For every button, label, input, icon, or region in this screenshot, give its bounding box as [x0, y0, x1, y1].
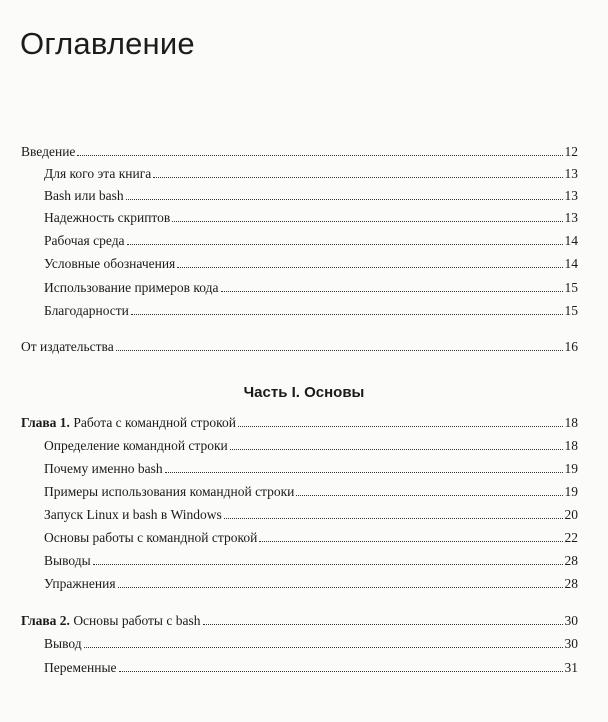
dot-leader	[131, 314, 563, 315]
toc-page-number: 22	[564, 530, 578, 545]
dot-leader	[259, 541, 562, 542]
toc-entry-exercises[interactable]	[44, 572, 578, 592]
toc-entry-cli-definition[interactable]	[44, 434, 578, 454]
toc-entry-label: Выводы	[44, 553, 91, 568]
toc-page-number: 20	[564, 507, 578, 522]
toc-entry-label: Bash или bash	[44, 188, 124, 203]
dot-leader	[224, 518, 563, 519]
toc-entry-publisher[interactable]	[21, 335, 578, 355]
chapter-title: Основы работы с bash	[69, 613, 201, 628]
toc-page-number: 30	[564, 613, 578, 628]
toc-entry-cli-basics[interactable]	[44, 526, 578, 546]
dot-leader	[77, 155, 562, 156]
toc-entry-label: Основы работы с командной строкой	[44, 530, 258, 545]
toc-page-number: 30	[564, 636, 578, 651]
toc-entry-label: Надежность скриптов	[44, 210, 171, 225]
toc-entry-label: Введение	[21, 144, 76, 159]
dot-leader	[126, 199, 563, 200]
dot-leader	[153, 177, 562, 178]
toc-page-number: 28	[564, 553, 578, 568]
toc-entry-code-examples[interactable]	[44, 276, 578, 296]
toc-entry-label: Использование примеров кода	[44, 280, 219, 295]
toc-entry-conclusions[interactable]	[44, 549, 578, 569]
toc-page-number: 12	[564, 144, 578, 159]
toc-entry-label: Рабочая среда	[44, 233, 125, 248]
toc-entry-linux-windows[interactable]	[44, 503, 578, 523]
toc-chapter-label	[21, 613, 201, 629]
toc-entry-label: Для кого эта книга	[44, 166, 152, 181]
toc-page-number: 18	[564, 438, 578, 453]
dot-leader	[84, 647, 563, 648]
dot-leader	[172, 221, 562, 222]
toc-entry-label: Определение командной строки	[44, 438, 228, 453]
toc-entry-label: Примеры использования командной строки	[44, 484, 295, 499]
chapter-number: Глава 1.	[21, 415, 70, 430]
part-heading: Часть I. Основы	[243, 384, 365, 401]
page-title: Оглавление	[20, 26, 195, 61]
toc-page-number: 16	[564, 339, 578, 354]
toc-page-number: 15	[564, 280, 578, 295]
dot-leader	[116, 350, 563, 351]
toc-page-number: 15	[564, 303, 578, 318]
toc-entry-label: От издательства	[21, 339, 114, 354]
dot-leader	[127, 244, 563, 245]
toc-entry-reliability[interactable]	[44, 206, 578, 226]
dot-leader	[203, 624, 563, 625]
toc-page-number: 14	[564, 233, 578, 248]
toc-page-number: 28	[564, 576, 578, 591]
toc-entry-why-bash[interactable]	[44, 457, 578, 477]
toc-entry-audience[interactable]	[44, 162, 578, 182]
toc-entry-variables[interactable]	[44, 656, 578, 676]
chapter-title: Работа с командной строкой	[69, 415, 236, 430]
toc-entry-label: Благодарности	[44, 303, 129, 318]
toc-page-number: 13	[564, 166, 578, 181]
dot-leader	[93, 564, 563, 565]
toc-page-number: 13	[564, 188, 578, 203]
toc-entry-output[interactable]	[44, 632, 578, 652]
toc-page-number: 18	[564, 415, 578, 430]
toc-entry-conventions[interactable]	[44, 252, 578, 272]
toc-chapter-2[interactable]	[21, 609, 578, 629]
toc-entry-environment[interactable]	[44, 229, 578, 249]
toc-chapter-label	[21, 415, 236, 431]
dot-leader	[177, 267, 562, 268]
dot-leader	[119, 671, 563, 672]
toc-entry-label: Почему именно bash	[44, 461, 163, 476]
toc-entry-cli-examples[interactable]	[44, 480, 578, 500]
toc-page-number: 19	[564, 484, 578, 499]
toc-entry-acknowledgements[interactable]	[44, 299, 578, 319]
toc-entry-label: Запуск Linux и bash в Windows	[44, 507, 222, 522]
dot-leader	[230, 449, 563, 450]
toc-entry-label: Условные обозначения	[44, 256, 176, 271]
toc-page-number: 13	[564, 210, 578, 225]
toc-page-number: 19	[564, 461, 578, 476]
chapter-number: Глава 2.	[21, 613, 70, 628]
toc-entry-label: Упражнения	[44, 576, 116, 591]
toc-page-number: 14	[564, 256, 578, 271]
toc-page-number: 31	[564, 660, 578, 675]
toc-chapter-1[interactable]	[21, 411, 578, 431]
toc-entry-introduction[interactable]	[21, 140, 578, 160]
dot-leader	[165, 472, 563, 473]
toc-entry-label: Переменные	[44, 660, 117, 675]
dot-leader	[118, 587, 563, 588]
dot-leader	[238, 426, 563, 427]
toc-entry-label: Вывод	[44, 636, 82, 651]
dot-leader	[221, 291, 563, 292]
toc-entry-bash-naming[interactable]	[44, 184, 578, 204]
dot-leader	[296, 495, 562, 496]
